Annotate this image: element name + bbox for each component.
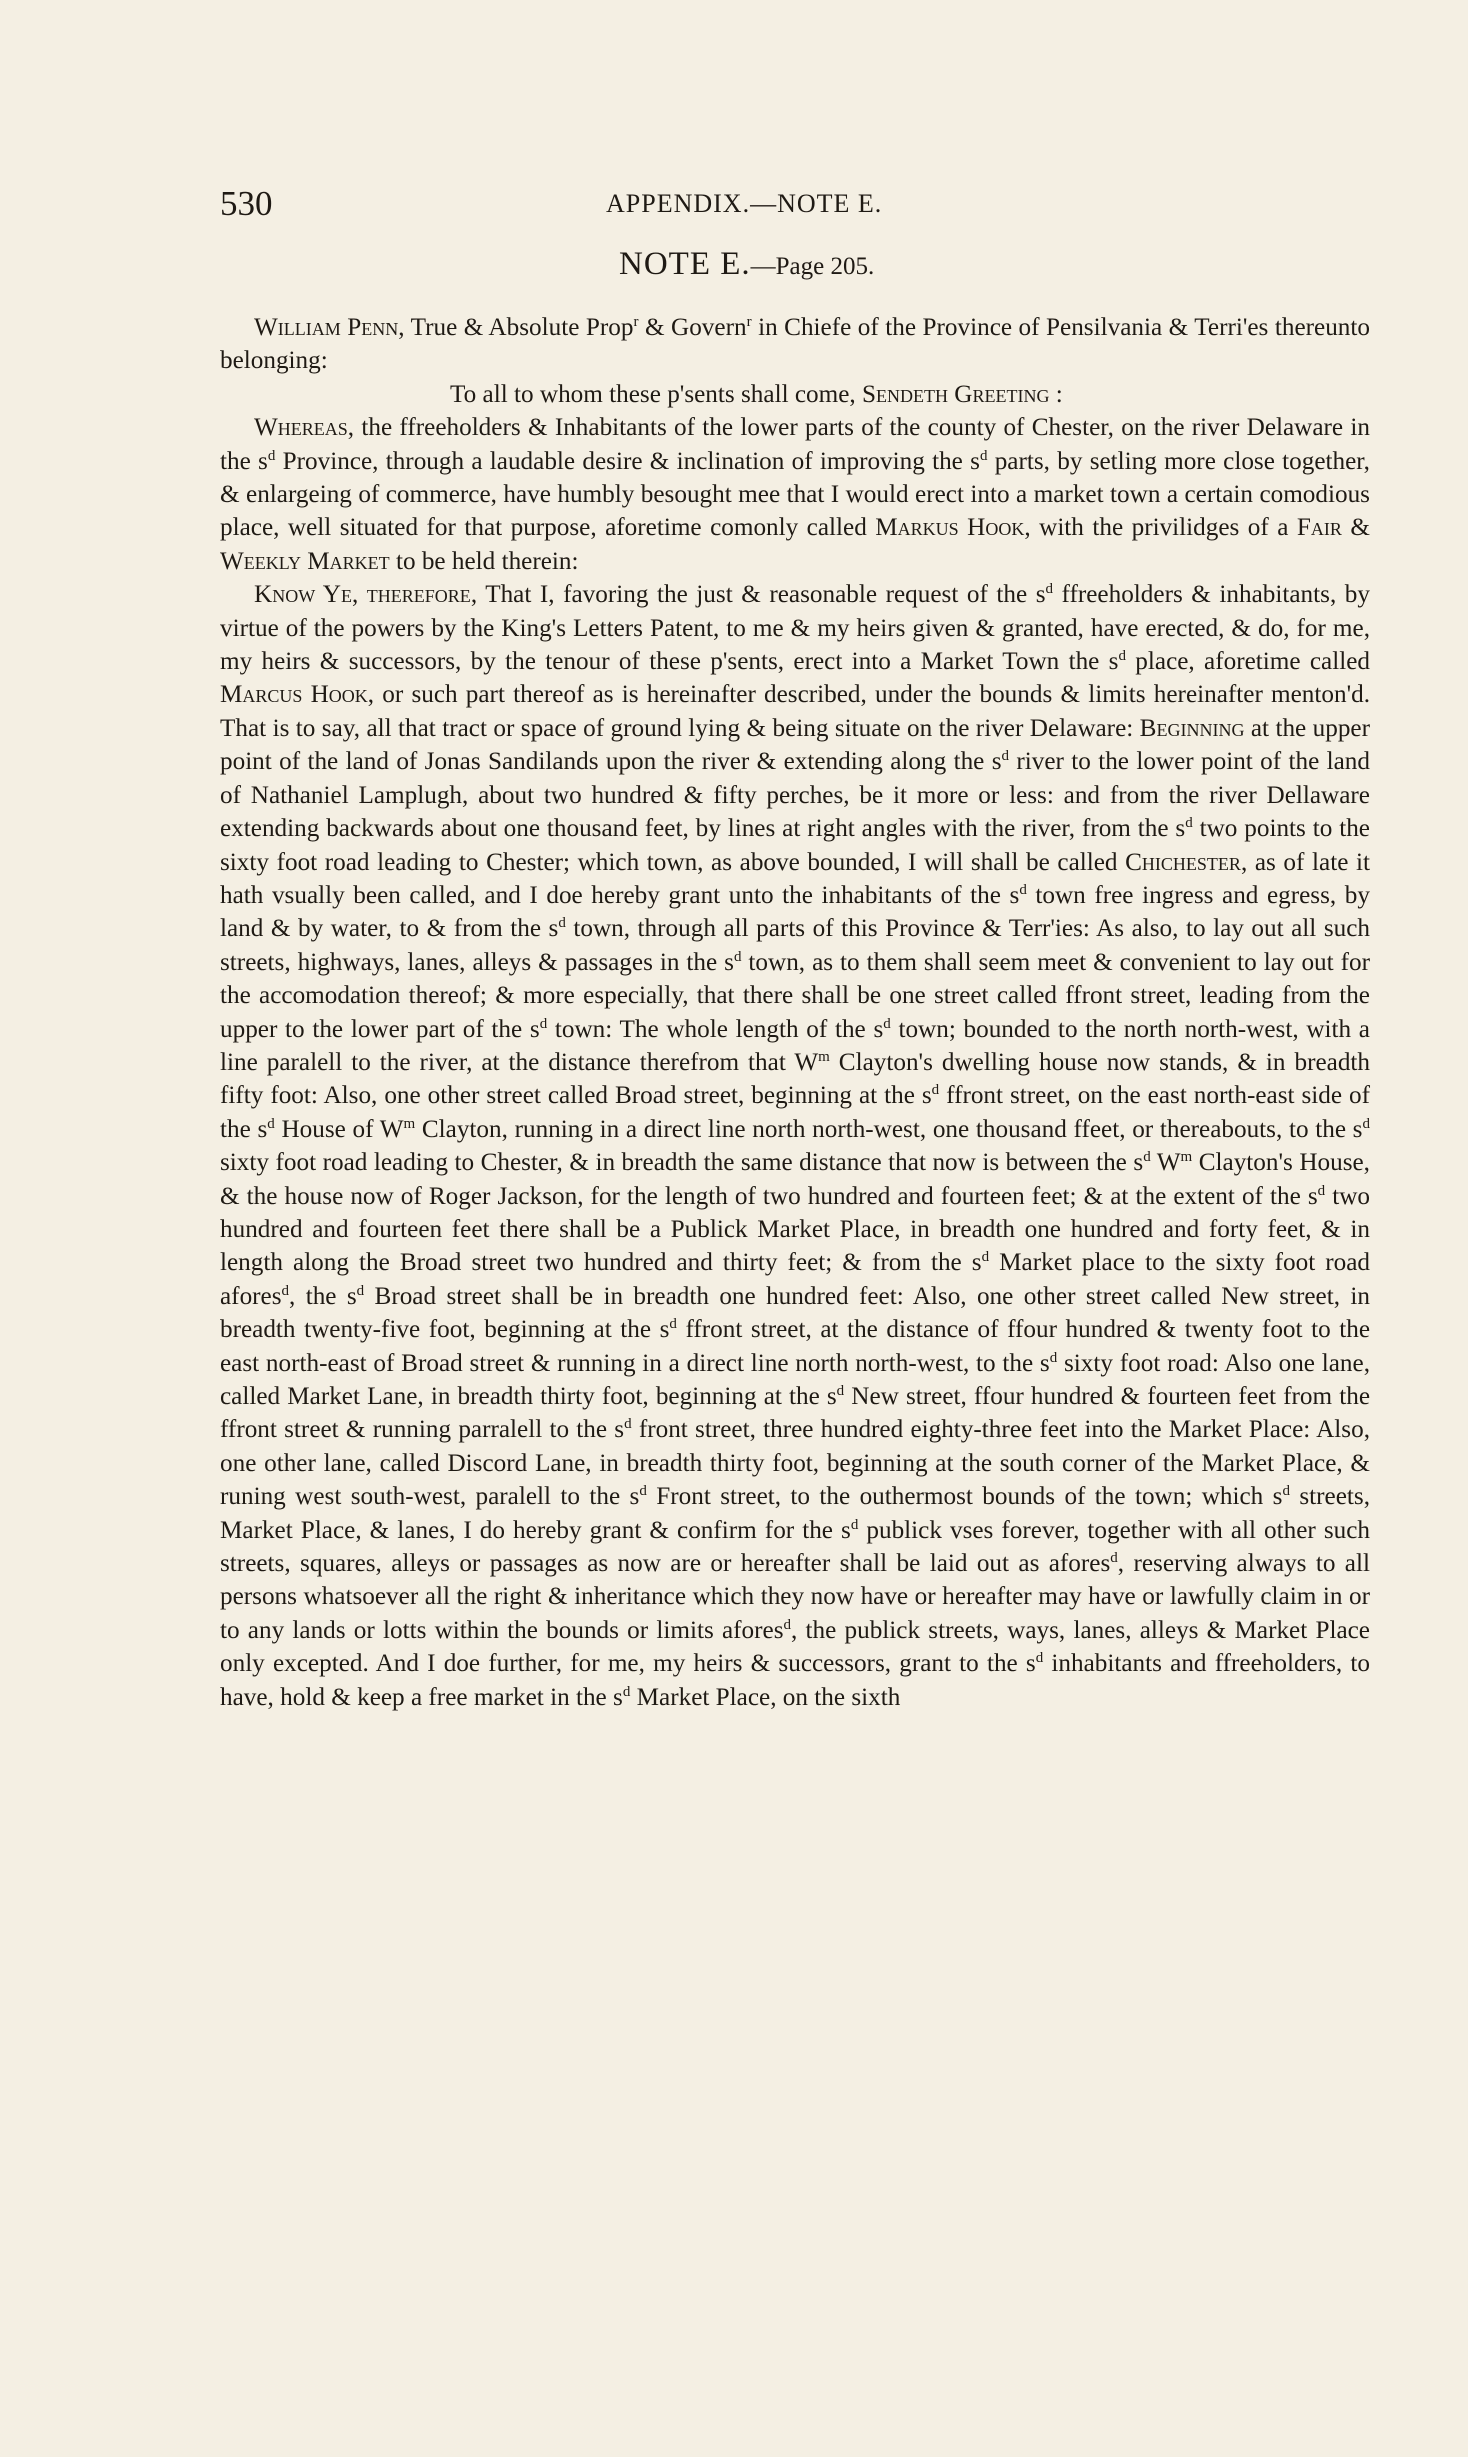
running-header	[220, 182, 1370, 226]
note-heading	[619, 242, 1370, 286]
paragraph-know-ye: Know Ye, therefore, That I, favoring the just & reasonable request of the $s^d$ ffreeholders & inhabitants, by virtue of the powers by the King's Letters Patent, to me & my heirs given & granted, have erected, & do, for me, my heirs & successors, by the tenour of these p'sents, erect into a Market Town the $s^d$ place, aforetime called Marcus Hook, or such part thereof as is hereinafter described, under the bounds & limits hereinafter menton'd. That is to say, all that tract or space of ground lying & being situate on the river Delaware: Beginning at the upper point of the land of Jonas Sandilands upon the river & extending along the $s^d$ river to the lower point of the land of Nathaniel Lamplugh, about two hundred & fifty perches, be it more or less: and from the river Dellaware extending backwards about one thousand feet, by lines at right angles with the river, from the $s^d$ two points to the sixty foot road leading to Chester; which town, as above bounded, I will shall be called Chichester, as of late it hath vsually been called, and I doe hereby grant unto the inhabitants of the $s^d$ town free ingress and egress, by land & by water, to & from the $s^d$ town, through all parts of this Province & Terr'ies: As also, to lay out all such streets, highways, lanes, alleys & passages in the $s^d$ town, as to them shall seem meet & convenient to lay out for the accomodation thereof; & more especially, that there shall be one street called ffront street, leading from the upper to the lower part of the $s^d$ town: The whole length of the $s^d$ town; bounded to the north north-west, with a line paralell to the river, at the distance therefrom that $W^m$ Clayton's dwelling house now stands, & in breadth fifty foot: Also, one other street called Broad street, beginning at the $s^d$ ffront street, on the east north-east side of the $s^d$ House of $W^m$ Clayton, running in a direct line north north-west, one thousand ffeet, or thereabouts, to the $s^d$ sixty foot road leading to Chester, & in breadth the same distance that now is between the $s^d$ $W^m$ Clayton's House, & the house now of Roger Jackson, for the length of two hundred and fourteen feet; & at the extent of the $s^d$ two hundred and fourteen feet there shall be a Publick Market Place, in breadth one hundred and forty feet, & in length along the Broad street two hundred and thirty feet; & from the $s^d$ Market place to the sixty foot road afores$^d$, the $s^d$ Broad street shall be in breadth one hundred feet: Also, one other street called New street, in breadth twenty-five foot, beginning at the $s^d$ ffront street, at the distance of ffour hundred & twenty foot to the east north-east of Broad street & running in a direct line north north-west, to the $s^d$ sixty foot road: Also one lane, called Market Lane, in breadth thirty foot, beginning at the $s^d$ New street, ffour hundred & fourteen feet from the ffront street & running parralell to the $s^d$ front street, three hundred eighty-three feet into the Market Place: Also, one other lane, called Discord Lane, in breadth thirty foot, beginning at the south corner of the Market Place, & runing west south-west, paralell to the $s^d$ Front street, to the outhermost bounds of the town; which $s^d$ streets, Market Place, & lanes, I do hereby grant & confirm for the $s^d$ publick vses forever, together with all other such streets, squares, alleys or passages as now are or hereafter shall be laid out as afores$^d$, reserving always to all persons whatsoever all the right & inheritance which they now have or hereafter may have or lawfully claim in or to any lands or lotts within the bounds or limits afores$^d$, the publick streets, ways, lanes, alleys & Market Place only excepted. And I doe further, for me, my heirs & successors, grant to the $s^d$ inhabitants and ffreeholders, to have, hold & keep a free market in the $s^d$ Market Place, on the sixth	[220, 581, 1371, 1711]
paragraph-salutation: William Penn, True & Absolute Prop$^r$ & Govern$^r$ in Chiefe of the Province of Pensilvania & Terri'es thereunto belonging:	[220, 314, 1370, 375]
document-page	[220, 182, 1370, 1714]
note-title: NOTE E.	[619, 246, 751, 282]
paragraph-whereas: Whereas, the ffreeholders & Inhabitants of the lower parts of the county of Chester, on the river Delaware in the $s^d$ Province, through a laudable desire & inclination of improving the $s^d$ parts, by setling more close together, & enlargeing of commerce, have humbly besought mee that I would erect into a market town a certain comodious place, well situated for that purpose, aforetime comonly called Markus Hook, with the privilidges of a Fair & Weekly Market to be held therein:	[220, 414, 1370, 575]
running-title: APPENDIX.—NOTE E.	[606, 189, 883, 218]
paragraph-address: To all to whom these p'sents shall come, Sendeth Greeting :	[450, 380, 1063, 408]
body-text	[220, 311, 1370, 1714]
page-number: 530	[220, 184, 273, 223]
note-page-reference: —Page 205.	[750, 253, 875, 280]
